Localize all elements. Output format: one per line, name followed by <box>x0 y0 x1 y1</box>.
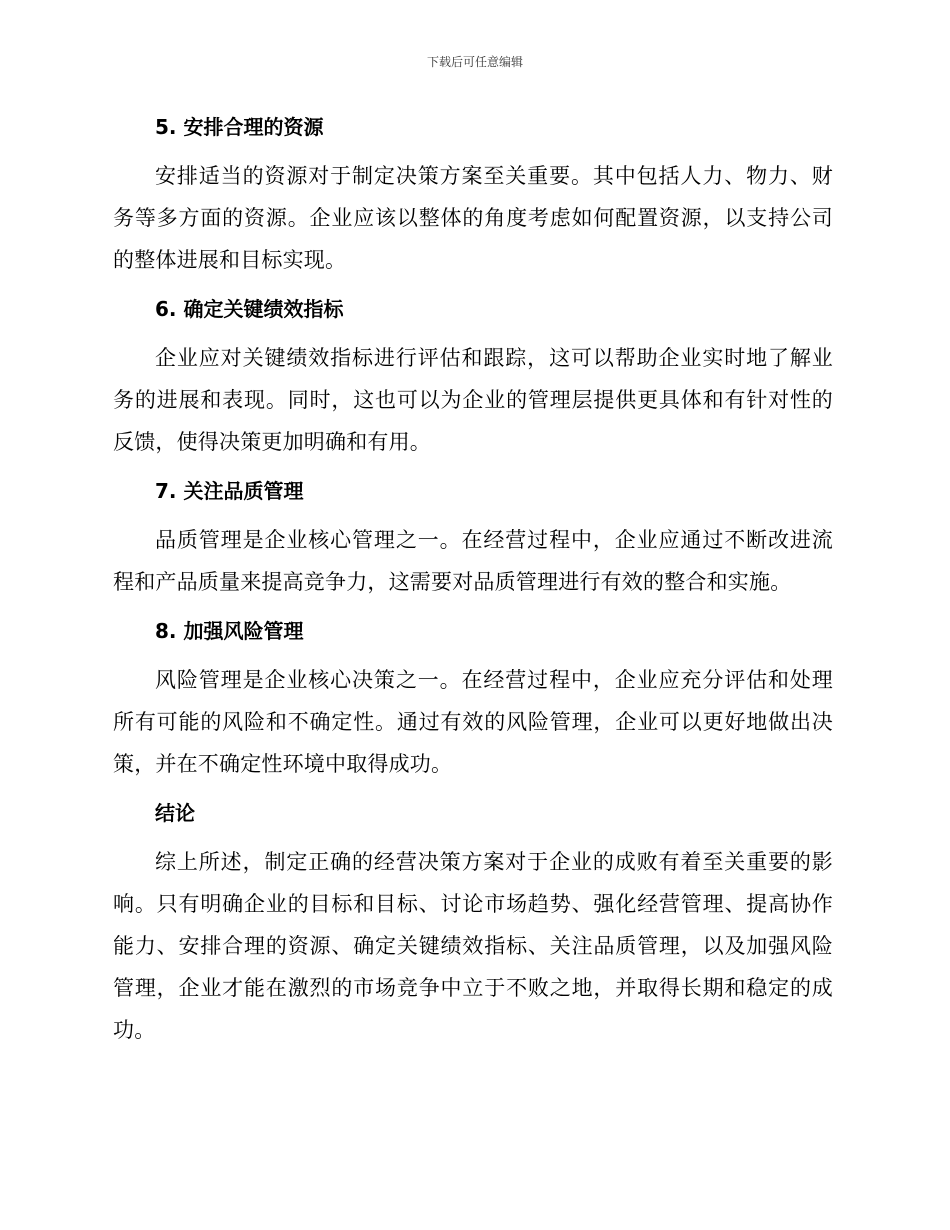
section-kpi <box>113 289 833 463</box>
section-quality <box>113 471 833 603</box>
section-resources <box>113 107 833 281</box>
section-risk <box>113 611 833 785</box>
section-heading: 8. 加强风险管理 <box>155 619 304 643</box>
section-conclusion <box>113 793 833 1051</box>
section-paragraph: 品质管理是企业核心管理之一。在经营过程中，企业应通过不断改进流程和产品质量来提高竞争力，这需要对品质管理进行有效的整合和实施。 <box>113 528 833 594</box>
section-paragraph: 综上所述，制定正确的经营决策方案对于企业的成败有着至关重要的影响。只有明确企业的目标和目标、讨论市场趋势、强化经营管理、提高协作能力、安排合理的资源、确定关键绩效指标、关注品质管理，以及加强风险管理，企业才能在激烈的市场竞争中立于不败之地，并取得长期和稳定的成功。 <box>113 850 833 1042</box>
section-paragraph: 安排适当的资源对于制定决策方案至关重要。其中包括人力、物力、财务等多方面的资源。企业应该以整体的角度考虑如何配置资源，以支持公司的整体进展和目标实现。 <box>113 164 833 272</box>
document-body <box>113 107 833 1059</box>
section-heading: 7. 关注品质管理 <box>155 479 304 503</box>
section-heading: 5. 安排合理的资源 <box>155 115 324 139</box>
section-paragraph: 风险管理是企业核心决策之一。在经营过程中，企业应充分评估和处理所有可能的风险和不确定性。通过有效的风险管理，企业可以更好地做出决策，并在不确定性环境中取得成功。 <box>113 668 833 776</box>
section-heading: 结论 <box>155 801 195 825</box>
header-note: 下载后可任意编辑 <box>426 55 523 69</box>
section-heading: 6. 确定关键绩效指标 <box>155 297 344 321</box>
section-paragraph: 企业应对关键绩效指标进行评估和跟踪，这可以帮助企业实时地了解业务的进展和表现。同时，这也可以为企业的管理层提供更具体和有针对性的反馈，使得决策更加明确和有用。 <box>113 346 833 454</box>
